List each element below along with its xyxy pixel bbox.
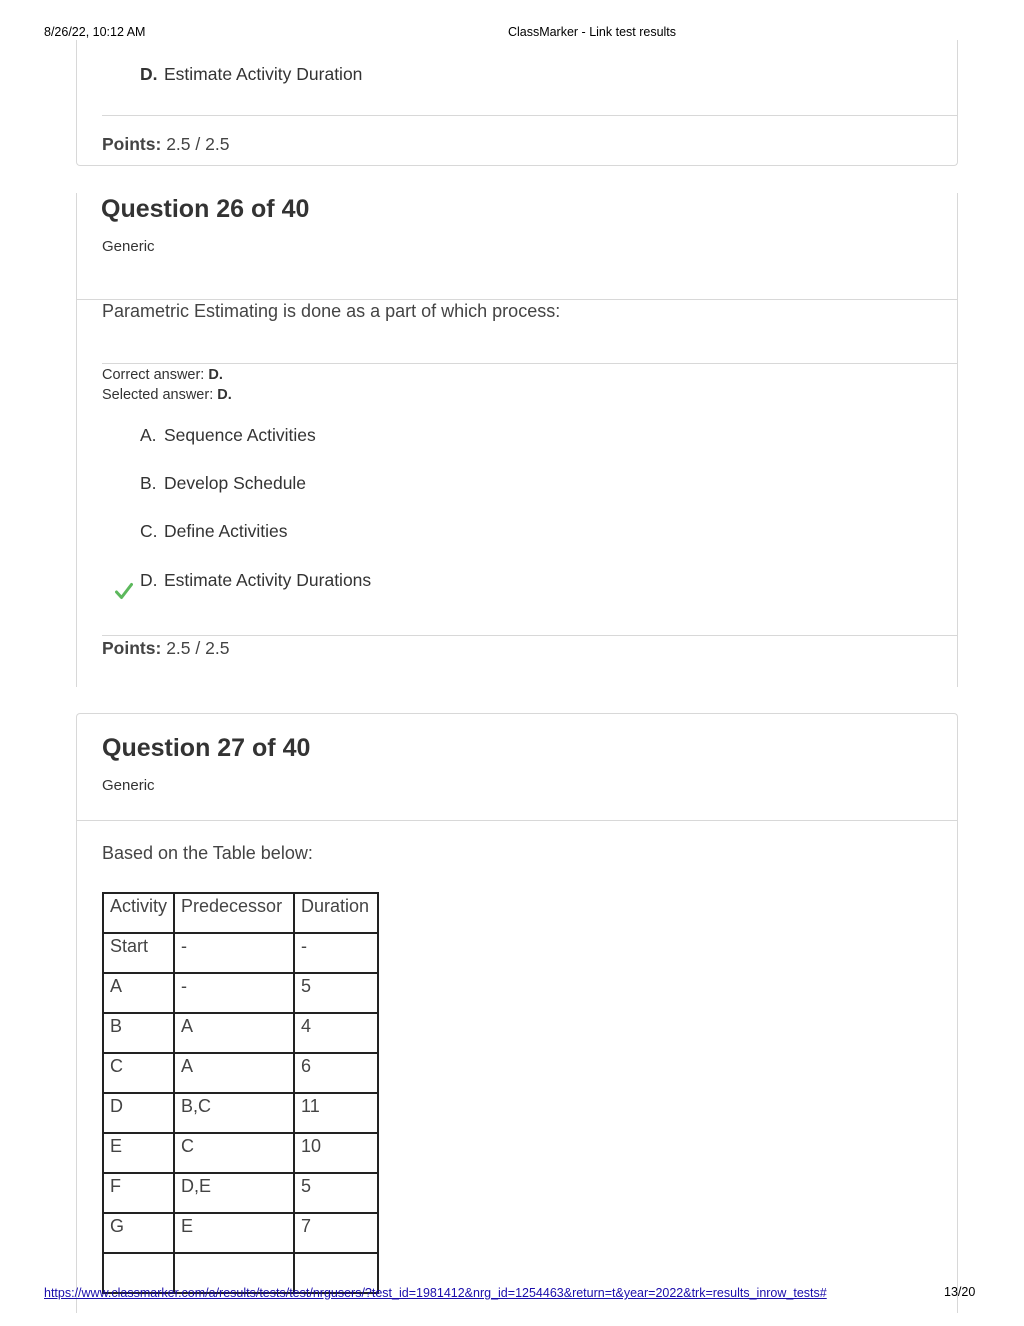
option-text: Estimate Activity Durations <box>164 570 372 590</box>
option-text: Estimate Activity Duration <box>164 64 363 84</box>
cell-duration: 6 <box>294 1053 378 1093</box>
table-row <box>103 1213 378 1253</box>
correct-answer-value: D. <box>208 367 223 383</box>
selected-answer-label: Selected answer: <box>102 387 214 403</box>
cell-predecessor: A <box>174 1013 294 1053</box>
divider <box>102 635 957 636</box>
check-icon <box>115 582 133 600</box>
header-duration: Duration <box>294 893 378 933</box>
divider <box>77 820 957 821</box>
cell-activity: E <box>103 1133 174 1173</box>
divider <box>102 363 957 364</box>
table-row <box>103 1013 378 1053</box>
cell-duration: 7 <box>294 1213 378 1253</box>
cell-predecessor: - <box>174 973 294 1013</box>
question-27-card <box>76 713 958 1313</box>
option-letter: D. <box>140 64 158 84</box>
option-text: Develop Schedule <box>164 473 307 493</box>
question-text: Based on the Table below: <box>102 843 313 863</box>
points-label: Points: <box>102 134 162 154</box>
question-25-card <box>76 40 958 166</box>
question-title: Question 27 of 40 <box>102 734 311 762</box>
activity-table <box>102 892 379 1294</box>
cell-activity: D <box>103 1093 174 1133</box>
table-row <box>103 973 378 1013</box>
print-title: ClassMarker - Link test results <box>507 25 677 39</box>
points-label: Points: <box>102 638 162 658</box>
answer-option-d <box>140 64 362 85</box>
cell-predecessor: B,C <box>174 1093 294 1133</box>
cell-activity: G <box>103 1213 174 1253</box>
cell-duration: 5 <box>294 1173 378 1213</box>
cell-predecessor: D,E <box>174 1173 294 1213</box>
page-url-link[interactable]: https://www.classmarker.com/a/results/tests/test/nrgusers/?test_id=1981412&nrg_id=1254463&return=t&year=2022&trk=results_inrow_tests# <box>44 1286 827 1300</box>
question-category: Generic <box>102 238 155 255</box>
answer-option-c <box>140 521 288 542</box>
table-row <box>103 933 378 973</box>
answer-option-a <box>140 425 316 446</box>
cell-activity: C <box>103 1053 174 1093</box>
table-row <box>103 1133 378 1173</box>
option-text: Define Activities <box>164 521 288 541</box>
cell-predecessor: E <box>174 1213 294 1253</box>
question-text: Parametric Estimating is done as a part of which process: <box>102 301 561 321</box>
cell-activity: F <box>103 1173 174 1213</box>
table-header-row <box>103 893 378 933</box>
print-date: 8/26/22, 10:12 AM <box>44 25 146 39</box>
page-number: 13/20 <box>944 1285 976 1299</box>
cell-predecessor: C <box>174 1133 294 1173</box>
answer-info <box>102 365 232 405</box>
table-row <box>103 1173 378 1213</box>
divider <box>77 299 957 300</box>
points-value: 2.5 / 2.5 <box>166 134 230 154</box>
answer-option-b <box>140 473 306 494</box>
question-title: Question 26 of 40 <box>101 195 310 223</box>
cell-duration: 11 <box>294 1093 378 1133</box>
option-letter: C. <box>140 521 158 541</box>
cell-duration: 4 <box>294 1013 378 1053</box>
table-row <box>103 1093 378 1133</box>
divider <box>102 115 957 116</box>
option-letter: B. <box>140 473 157 493</box>
cell-activity: B <box>103 1013 174 1053</box>
correct-answer-label: Correct answer: <box>102 367 205 383</box>
table-row <box>103 1053 378 1093</box>
answer-option-d <box>140 570 371 591</box>
points-value: 2.5 / 2.5 <box>166 638 230 658</box>
cell-duration: 10 <box>294 1133 378 1173</box>
points <box>102 638 229 659</box>
cell-duration: 5 <box>294 973 378 1013</box>
question-26-card <box>76 193 958 687</box>
cell-predecessor: - <box>174 933 294 973</box>
option-letter: D. <box>140 570 158 590</box>
selected-answer-value: D. <box>217 387 232 403</box>
cell-activity: Start <box>103 933 174 973</box>
cell-duration: - <box>294 933 378 973</box>
question-category: Generic <box>102 777 155 794</box>
cell-predecessor: A <box>174 1053 294 1093</box>
option-text: Sequence Activities <box>164 425 316 445</box>
header-predecessor: Predecessor <box>174 893 294 933</box>
header-activity: Activity <box>103 893 174 933</box>
option-letter: A. <box>140 425 157 445</box>
points <box>102 134 229 155</box>
cell-activity: A <box>103 973 174 1013</box>
